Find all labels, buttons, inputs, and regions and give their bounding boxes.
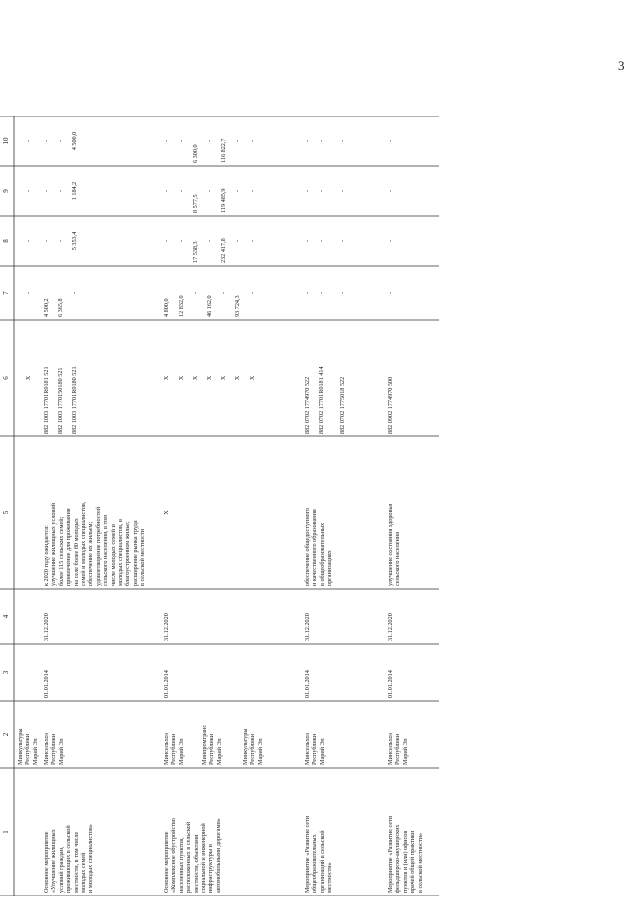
column-header: 4 <box>2 614 10 619</box>
row-0-c8-3: 5 353,4 <box>71 231 78 251</box>
row-1-executor: Минсельхоз Республики Марий Эл <box>163 733 185 765</box>
row-0-result: к 2020 году ожидается: улучшение жилищных условий более 115 сельских семей; привлечение для проживания на селе более 80 молодых семей и молодых специалистов, обеспечение их жильем; удовлетворение потребностей сельского населения, в том числе молодых семей и молодых специалистов, в благоустроенном жилье; расширение рынка труда в сельской местности <box>43 501 147 586</box>
row-2-c8-1: - <box>318 239 325 243</box>
row-2-activity: Мероприятие «Развитие сети общеобразовательных организаций в сельской местности» <box>304 815 334 893</box>
row-0-start-date: 01.01.2014 <box>43 670 50 698</box>
row-0-c8-1: - <box>43 239 50 243</box>
row-1-activity: Основное мероприятие «Комплексное обустройство населенных пунктов, расположенных в сельской местности, объектами социальной и инженерной инфраструктуры и автомобильными дорогами» <box>163 818 222 893</box>
row-2-executor: Минсельхоз Республики Марий Эл <box>304 733 326 765</box>
row-3-c7-0: - <box>387 291 394 295</box>
column-header: 2 <box>2 732 10 737</box>
row-1-c8-3: - <box>206 239 213 243</box>
row-3-executor: Минсельхоз Республики Марий Эл <box>387 733 409 765</box>
row-0-c9-2: - <box>57 189 64 193</box>
row-1-c9-2: 8 577,5 <box>192 194 199 213</box>
row-2-c9-0: - <box>304 189 311 193</box>
row-1-c7-3: 46 162,0 <box>206 295 213 317</box>
row-2-code-2: 882 0702 1775018 522 <box>339 376 346 434</box>
row-2-code-1: 882 0702 17701R0181 414 <box>318 366 325 434</box>
row-2-c7-0: - <box>304 291 311 295</box>
row-2-c7-2: - <box>339 291 346 295</box>
row-0-executor-top: Минкультуры Республики Марий Эл <box>17 728 39 765</box>
row-0-code-0: X <box>25 375 32 381</box>
row-1-code-2: X <box>192 375 199 381</box>
row-0-c10-1: - <box>43 139 50 143</box>
row-0-code-2: 882 1003 1770150180 521 <box>57 367 64 434</box>
row-1-code-4: X <box>220 375 227 381</box>
row-0-c10-3: 4 500,0 <box>71 131 78 151</box>
row-1-c7-2: - <box>192 291 199 295</box>
row-2-c10-1: - <box>318 139 325 143</box>
row-1-code-1: X <box>178 375 185 381</box>
row-3-c9-0: - <box>387 189 394 193</box>
row-2-c7-1: - <box>318 291 325 295</box>
row-1-c10-0: - <box>163 139 170 143</box>
row-1-result: X <box>163 510 170 515</box>
row-1-executor-2: Минпромтранс Республики Марий Эл <box>201 724 223 765</box>
row-1-c7-6: - <box>249 291 256 295</box>
row-0-end-date: 31.12.2020 <box>43 613 50 641</box>
row-2-c8-2: - <box>339 239 346 243</box>
row-2-start-date: 01.01.2014 <box>304 670 311 698</box>
row-0-c9-0: - <box>25 189 32 193</box>
row-3-end-date: 31.12.2020 <box>387 613 394 641</box>
row-0-c10-2: - <box>57 139 64 143</box>
row-1-code-6: X <box>249 375 256 381</box>
row-1-c8-4: 232 417,8 <box>220 238 227 263</box>
row-1-c10-2: 6 300,0 <box>192 144 199 163</box>
row-1-c10-4: 116 822,7 <box>220 138 227 163</box>
row-1-end-date: 31.12.2020 <box>163 613 170 641</box>
row-2-result: обеспечение общедоступного и качественного образования в общеобразовательных организациях <box>304 507 334 586</box>
row-2-c8-0: - <box>304 239 311 243</box>
row-0-c9-3: 1 184,2 <box>71 181 78 201</box>
column-header: 10 <box>2 137 10 145</box>
row-3-result: улучшение состояния здоровья сельского населения <box>387 503 402 586</box>
row-1-c9-3: - <box>206 189 213 193</box>
row-1-c9-5: - <box>234 189 241 193</box>
row-0-c10-0: - <box>25 139 32 143</box>
column-header: 5 <box>2 510 10 515</box>
row-2-end-date: 31.12.2020 <box>304 613 311 641</box>
row-1-c7-0: 4 800,0 <box>163 298 170 317</box>
row-1-c10-5: - <box>234 139 241 143</box>
row-1-executor-3: Минкультуры Республики Марий Эл <box>242 728 264 765</box>
row-0-code-3: 882 1003 17701R0180 521 <box>71 366 78 434</box>
row-3-start-date: 01.01.2014 <box>387 670 394 698</box>
row-3-activity: Мероприятие «Развитие сети фельдшерско-акушерских пунктов и (или) офисов врачей общей практики в сельской местности» <box>387 815 424 893</box>
row-2-code-0: 882 0702 1774970 522 <box>304 376 311 434</box>
row-0-c9-1: - <box>43 189 50 193</box>
row-2-c9-1: - <box>318 189 325 193</box>
row-0-c8-2: - <box>57 239 64 243</box>
row-0-code-1: 882 1003 17701R0181 521 <box>43 366 50 434</box>
row-1-c10-6: - <box>249 139 256 143</box>
row-1-c7-4: - <box>220 291 227 295</box>
row-1-c9-0: - <box>163 189 170 193</box>
column-header: 8 <box>2 239 10 243</box>
row-1-c8-2: 17 538,3 <box>192 241 199 263</box>
rotated-table <box>0 116 439 896</box>
row-1-c10-1: - <box>178 139 185 143</box>
row-3-code-0: 882 0902 1774970 500 <box>387 376 394 434</box>
column-header: 6 <box>2 376 10 380</box>
page-number: 3 <box>618 58 625 73</box>
column-header: 9 <box>2 189 10 193</box>
row-2-c10-2: - <box>339 139 346 143</box>
row-1-c7-5: 93 724,3 <box>234 295 241 317</box>
row-1-c9-1: - <box>178 189 185 193</box>
row-1-c9-6: - <box>249 189 256 193</box>
row-0-activity: Основное мероприятие «Улучшение жилищных условий граждан, проживающих в сельской местности, в том числе молодых семей и молодых специалистов» <box>43 824 95 893</box>
row-2-c10-0: - <box>304 139 311 143</box>
row-1-code-0: X <box>163 375 170 381</box>
row-1-c8-5: - <box>234 239 241 243</box>
row-1-c7-1: 12 832,0 <box>178 295 185 317</box>
row-1-code-5: X <box>234 375 241 381</box>
row-3-c8-0: - <box>387 239 394 243</box>
row-1-c9-4: 119 485,9 <box>220 188 227 213</box>
row-1-c8-6: - <box>249 239 256 243</box>
column-header: 7 <box>2 291 10 295</box>
row-2-c9-2: - <box>339 189 346 193</box>
column-header: 3 <box>2 670 10 675</box>
row-1-code-3: X <box>206 375 213 381</box>
row-1-c10-3: - <box>206 139 213 143</box>
row-1-start-date: 01.01.2014 <box>163 670 170 698</box>
row-0-c7-3: - <box>71 291 78 295</box>
row-1-c8-0: - <box>163 239 170 243</box>
row-0-executor: Минсельхоз Республики Марий Эл <box>43 733 65 765</box>
row-0-c7-0: - <box>25 291 32 295</box>
row-0-c8-0: - <box>25 239 32 243</box>
row-3-c10-0: - <box>387 139 394 143</box>
row-0-c7-1: 4 500,2 <box>43 298 50 317</box>
column-header: 1 <box>2 830 10 834</box>
row-0-c7-2: 6 365,8 <box>57 298 64 317</box>
row-1-c8-1: - <box>178 239 185 243</box>
